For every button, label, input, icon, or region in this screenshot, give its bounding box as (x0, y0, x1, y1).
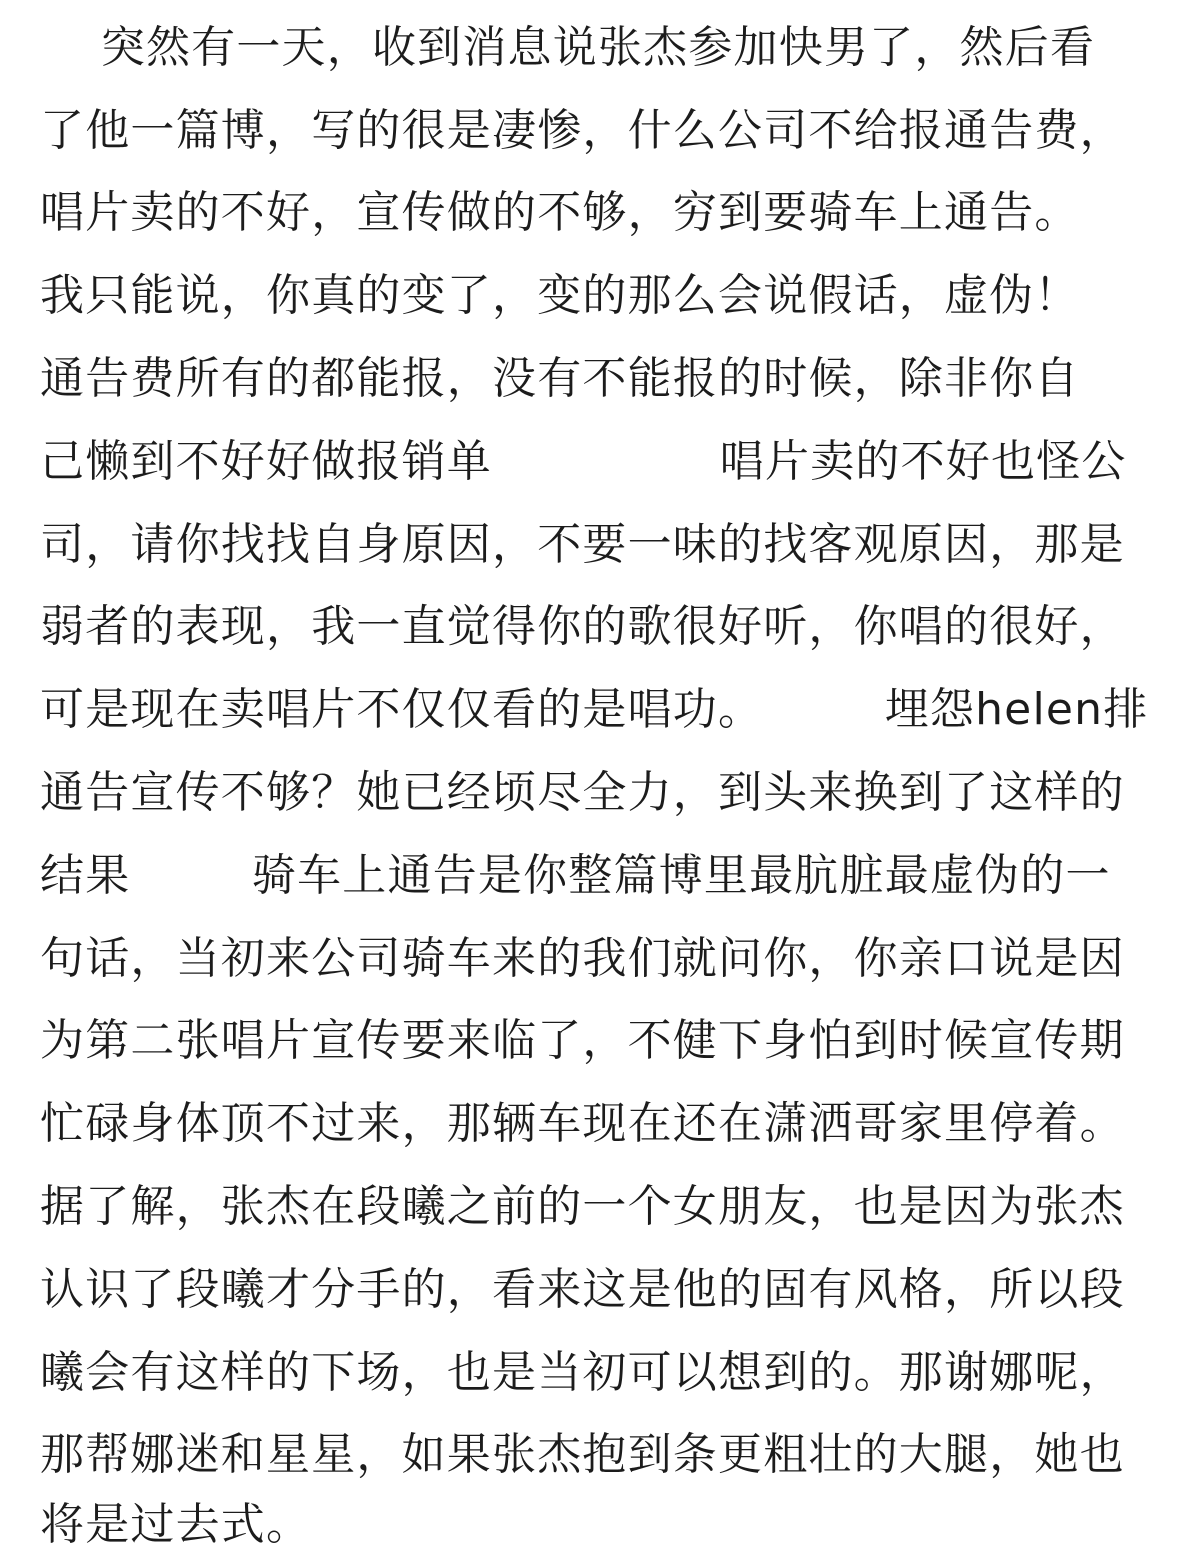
text-line-4: 我只能说，你真的变了，变的那么会说假话，虚伪！ (40, 270, 1080, 321)
text-line-6: 己懒到不好好做报销单 唱片卖的不好也怪公 (40, 436, 1127, 487)
text-line-2: 了他一篇博，写的很是凄惨，什么公司不给报通告费， (40, 105, 1125, 156)
text-line-8: 弱者的表现，我一直觉得你的歌很好听，你唱的很好， (40, 601, 1125, 652)
text-line-13: 为第二张唱片宣传要来临了，不健下身怕到时候宣传期 (40, 1015, 1125, 1066)
text-line-3: 唱片卖的不好，宣传做的不够，穷到要骑车上通告。 (40, 187, 1080, 238)
text-line-18: 那帮娜迷和星星，如果张杰抱到条更粗壮的大腿，她也 (40, 1429, 1125, 1480)
text-line-17: 曦会有这样的下场，也是当初可以想到的。那谢娜呢， (40, 1347, 1125, 1398)
text-line-9: 可是现在卖唱片不仅仅看的是唱功。 埋怨helen排 (40, 684, 1149, 735)
text-line-7: 司，请你找找自身原因，不要一味的找客观原因，那是 (40, 519, 1125, 570)
text-line-12: 句话，当初来公司骑车来的我们就问你，你亲口说是因 (40, 933, 1125, 984)
text-line-11: 结果 骑车上通告是你整篇博里最肮脏最虚伪的一 (40, 850, 1111, 901)
text-line-16: 认识了段曦才分手的，看来这是他的固有风格，所以段 (40, 1264, 1125, 1315)
text-line-19: 将是过去式。 (40, 1499, 312, 1550)
text-line-14: 忙碌身体顶不过来，那辆车现在还在潇洒哥家里停着。 (40, 1098, 1125, 1149)
text-line-5: 通告费所有的都能报，没有不能报的时候，除非你自 (40, 353, 1080, 404)
text-line-10: 通告宣传不够？她已经顷尽全力，到头来换到了这样的 (40, 767, 1125, 818)
text-line-1: 突然有一天，收到消息说张杰参加快男了，然后看 (40, 22, 1096, 73)
text-line-15: 据了解，张杰在段曦之前的一个女朋友，也是因为张杰 (40, 1181, 1125, 1232)
